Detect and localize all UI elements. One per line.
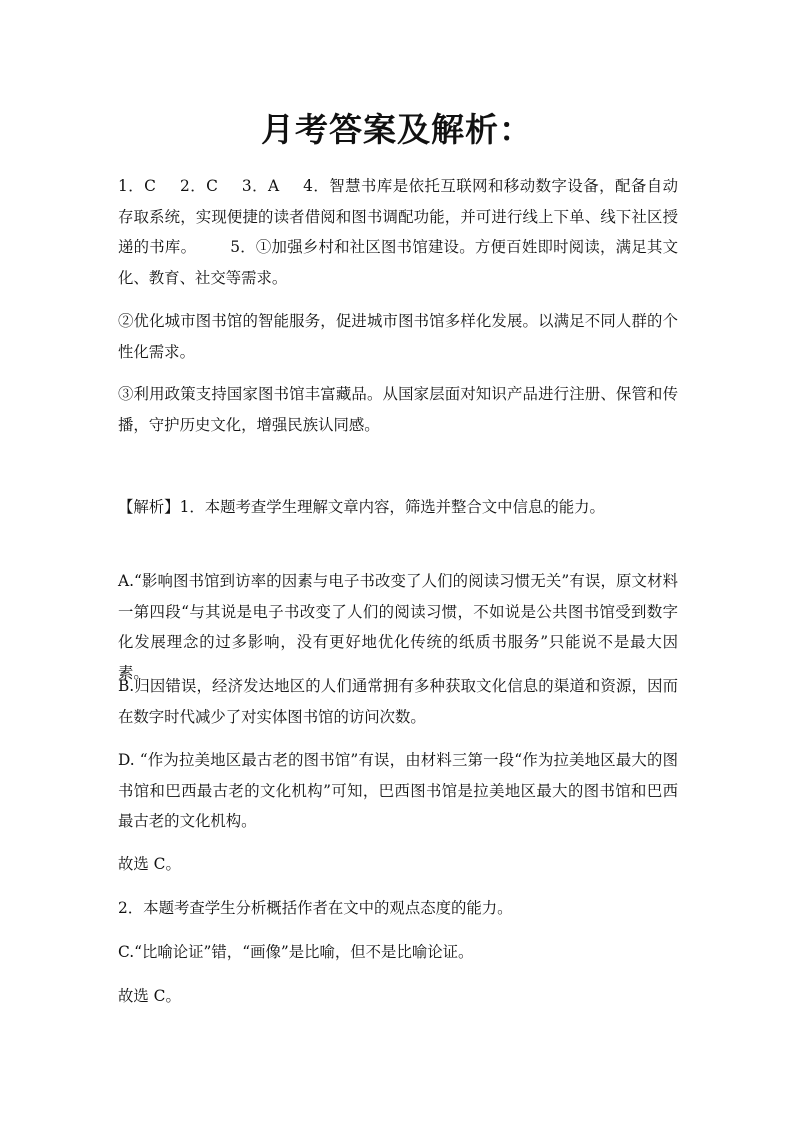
- answer-5-point-1: 5．①加强乡村和社区图书馆建设。方便百姓即时阅读，满足其文化、教育、社交等需求。: [118, 238, 678, 287]
- analysis-q1-option-a: A.“影响图书馆到访率的因素与电子书改变了人们的阅读习惯无关”有误，原文材料一第四段“与其说是电子书改变了人们的阅读习惯，不如说是公共图书馆受到数字化发展理念的过多影响，没有更好地优化传统的纸质书服务”只能说不是最大因素。: [118, 572, 678, 682]
- analysis-q1-conclusion: 故选 C。: [118, 855, 181, 873]
- answer-5-point-2: ②优化城市图书馆的智能服务，促进城市图书馆多样化发展。以满足不同人群的个性化需求。: [118, 312, 678, 361]
- analysis-q1-intro: 【解析】1．本题考查学生理解文章内容，筛选并整合文中信息的能力。: [118, 498, 605, 516]
- answer-block: [118, 171, 678, 293]
- analysis-q1-option-b: B.归因错误，经济发达地区的人们通常拥有多种获取文化信息的渠道和资源，因而在数字时代减少了对实体图书馆的访问次数。: [118, 677, 678, 726]
- answer-5-point-3: ③利用政策支持国家图书馆丰富藏品。从国家层面对知识产品进行注册、保管和传播，守护历史文化，增强民族认同感。: [118, 385, 678, 434]
- page-title: 月考答案及解析：: [261, 110, 533, 149]
- analysis-q2-conclusion: 故选 C。: [118, 987, 181, 1005]
- analysis-q2-option-c: C.“比喻论证”错，“画像”是比喻，但不是比喻论证。: [118, 943, 474, 961]
- answer-3: 3．A: [241, 177, 280, 195]
- analysis-q2-intro: 2．本题考查学生分析概括作者在文中的观点态度的能力。: [118, 899, 513, 917]
- answer-4: 4．智慧书库是依托互联网和移动数字设备，配备自动存取系统，实现便捷的读者借阅和图书调配功能，并可进行线上下单、线下社区授递的书库。: [118, 177, 678, 256]
- answer-2: 2．C: [179, 177, 218, 195]
- analysis-q1-option-d: D. “作为拉美地区最古老的图书馆”有误，由材料三第一段“作为拉美地区最大的图书馆和巴西最古老的文化机构”可知，巴西图书馆是拉美地区最大的图书馆和巴西最古老的文化机构。: [118, 751, 678, 830]
- answer-1: 1．C: [118, 177, 156, 195]
